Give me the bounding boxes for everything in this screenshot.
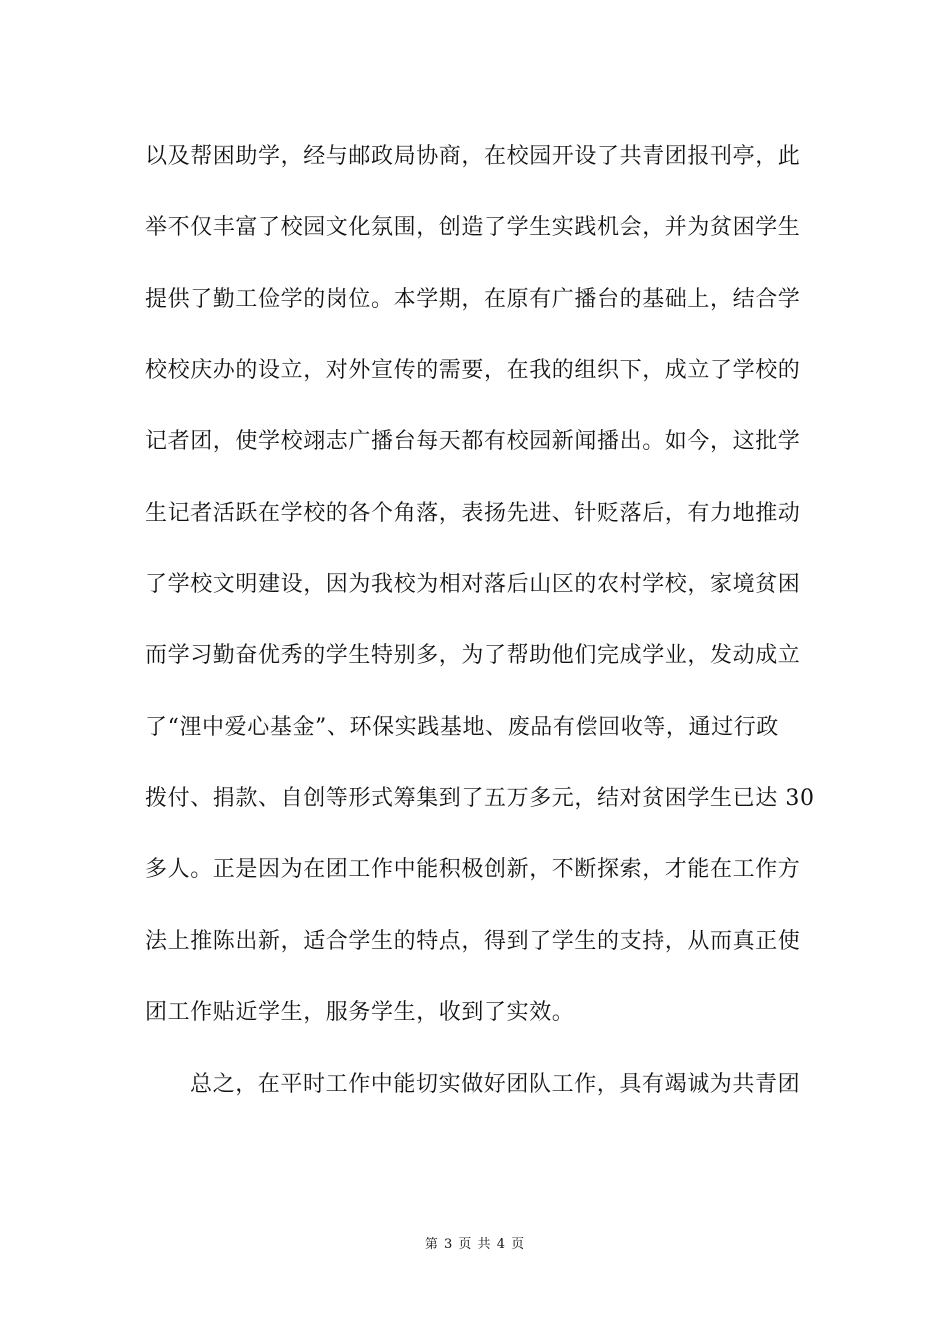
body-text-line: 以及帮困助学，经与邮政局协商，在校园开设了共青团报刊亭，此: [145, 144, 801, 169]
body-text-line: 了“浬中爱心基金”、环保实践基地、废品有偿回收等，通过行政: [145, 715, 779, 740]
body-text-line: 多人。正是因为在团工作中能积极创新，不断探索，才能在工作方: [145, 857, 801, 882]
body-text-line: 提供了勤工俭学的岗位。本学期，在原有广播台的基础上，结合学: [145, 287, 801, 312]
body-text-line: 生记者活跃在学校的各个角落，表扬先进、针贬落后，有力地推动: [145, 501, 801, 526]
body-text-line: 了学校文明建设，因为我校为相对落后山区的农村学校，家境贫困: [145, 572, 801, 597]
body-text-line: 拨付、捐款、自创等形式筹集到了五万多元，结对贫困学生已达 30: [145, 786, 815, 811]
body-text-line: 法上推陈出新，适合学生的特点，得到了学生的支持，从而真正使: [145, 929, 801, 954]
body-text-line: 校校庆办的设立，对外宣传的需要，在我的组织下，成立了学校的: [145, 358, 801, 383]
body-text-line: 举不仅丰富了校园文化氛围，创造了学生实践机会，并为贫困学生: [145, 215, 801, 240]
body-text-line: 记者团，使学校翊志广播台每天都有校园新闻播出。如今，这批学: [145, 429, 801, 454]
page-number-footer: 第 3 页 共 4 页: [424, 1237, 526, 1252]
paragraph-opening-line: 总之，在平时工作中能切实做好团队工作，具有竭诚为共青团: [190, 1072, 801, 1097]
body-text-line: 团工作贴近学生，服务学生，收到了实效。: [145, 1000, 575, 1025]
body-text-line: 而学习勤奋优秀的学生特别多，为了帮助他们完成学业，发动成立: [145, 643, 801, 668]
